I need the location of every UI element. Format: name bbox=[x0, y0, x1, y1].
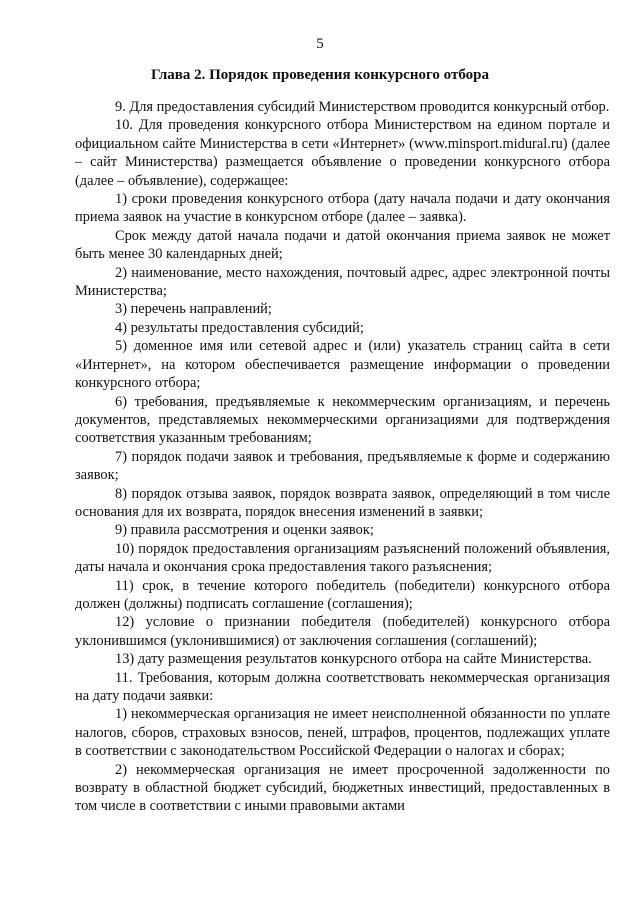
paragraph-subitem-8: 8) порядок отзыва заявок, порядок возврата заявок, определяющий в том числе основания для их возврата, порядок внесения изменений в заявки; bbox=[75, 485, 610, 520]
paragraph-subitem-5: 5) доменное имя или сетевой адрес и (или) указатель страниц сайта в сети «Интернет», на котором обеспечивается размещение информации о проведении конкурсного отбора; bbox=[75, 338, 610, 392]
paragraph-item-11: 11. Требования, которым должна соответствовать некоммерческая организация на дату подачи заявки: bbox=[75, 669, 610, 704]
paragraph-subitem-10: 10) порядок предоставления организациям разъяснений положений объявления, даты начала и окончания срока предоставления такого разъяснения; bbox=[75, 540, 610, 576]
paragraph-subitem-11: 11) срок, в течение которого победитель (победители) конкурсного отбора должен (должны) подписать соглашение (соглашения); bbox=[75, 577, 610, 612]
paragraph-deadline-note: Срок между датой начала подачи и датой окончания приема заявок не может быть менее 30 календарных дней; bbox=[75, 227, 610, 263]
paragraph-subitem-12: 12) условие о признании победителя (победителей) конкурсного отбора уклонившимся (уклонившимися) от заключения соглашения (соглашений); bbox=[75, 614, 610, 649]
paragraph-item-9: 9. Для предоставления субсидий Министерством проводится конкурсный отбор. bbox=[115, 99, 610, 115]
paragraph-subitem-4: 4) результаты предоставления субсидий; bbox=[115, 319, 364, 336]
paragraph-item-10: 10. Для проведения конкурсного отбора Министерством на едином портале и официальном сайте Министерства в сети «Интернет» (www.minsport.midural.ru) (далее – сайт Министерства) размещается объявление о проведении конкурсного отбора (далее – объявление), содержащее: bbox=[75, 117, 610, 189]
paragraph-subitem-6: 6) требования, предъявляемые к некоммерческим организациям, и перечень документов, представляемых некоммерческими организациями для подтверждения соответствия указанным требованиям; bbox=[75, 393, 610, 447]
paragraph-subitem-1: 1) сроки проведения конкурсного отбора (дату начала подачи и дату окончания приема заявок на участие в конкурсном отборе (далее – заявка). bbox=[75, 191, 610, 226]
paragraph-requirement-2: 2) некоммерческая организация не имеет просроченной задолженности по возврату в областной бюджет субсидий, бюджетных инвестиций, предоставленных в том числе в соответствии с иными правовыми актами bbox=[75, 761, 610, 815]
paragraph-subitem-3: 3) перечень направлений; bbox=[115, 301, 272, 318]
page-number: 5 bbox=[316, 36, 324, 52]
chapter-heading: Глава 2. Порядок проведения конкурсного отбора bbox=[151, 67, 489, 83]
document-body bbox=[75, 98, 610, 816]
paragraph-subitem-2: 2) наименование, место нахождения, почтовый адрес, адрес электронной почты Министерства; bbox=[75, 264, 610, 300]
paragraph-subitem-7: 7) порядок подачи заявок и требования, предъявляемые к форме и содержанию заявок; bbox=[75, 448, 610, 484]
paragraph-subitem-9: 9) правила рассмотрения и оценки заявок; bbox=[115, 522, 374, 539]
paragraph-subitem-13: 13) дату размещения результатов конкурсного отбора на сайте Министерства. bbox=[115, 651, 592, 668]
paragraph-requirement-1: 1) некоммерческая организация не имеет неисполненной обязанности по уплате налогов, сборов, страховых взносов, пеней, штрафов, процентов, подлежащих уплате в соответствии с законодательством Российской Федерации о налогах и сборах; bbox=[75, 706, 610, 760]
